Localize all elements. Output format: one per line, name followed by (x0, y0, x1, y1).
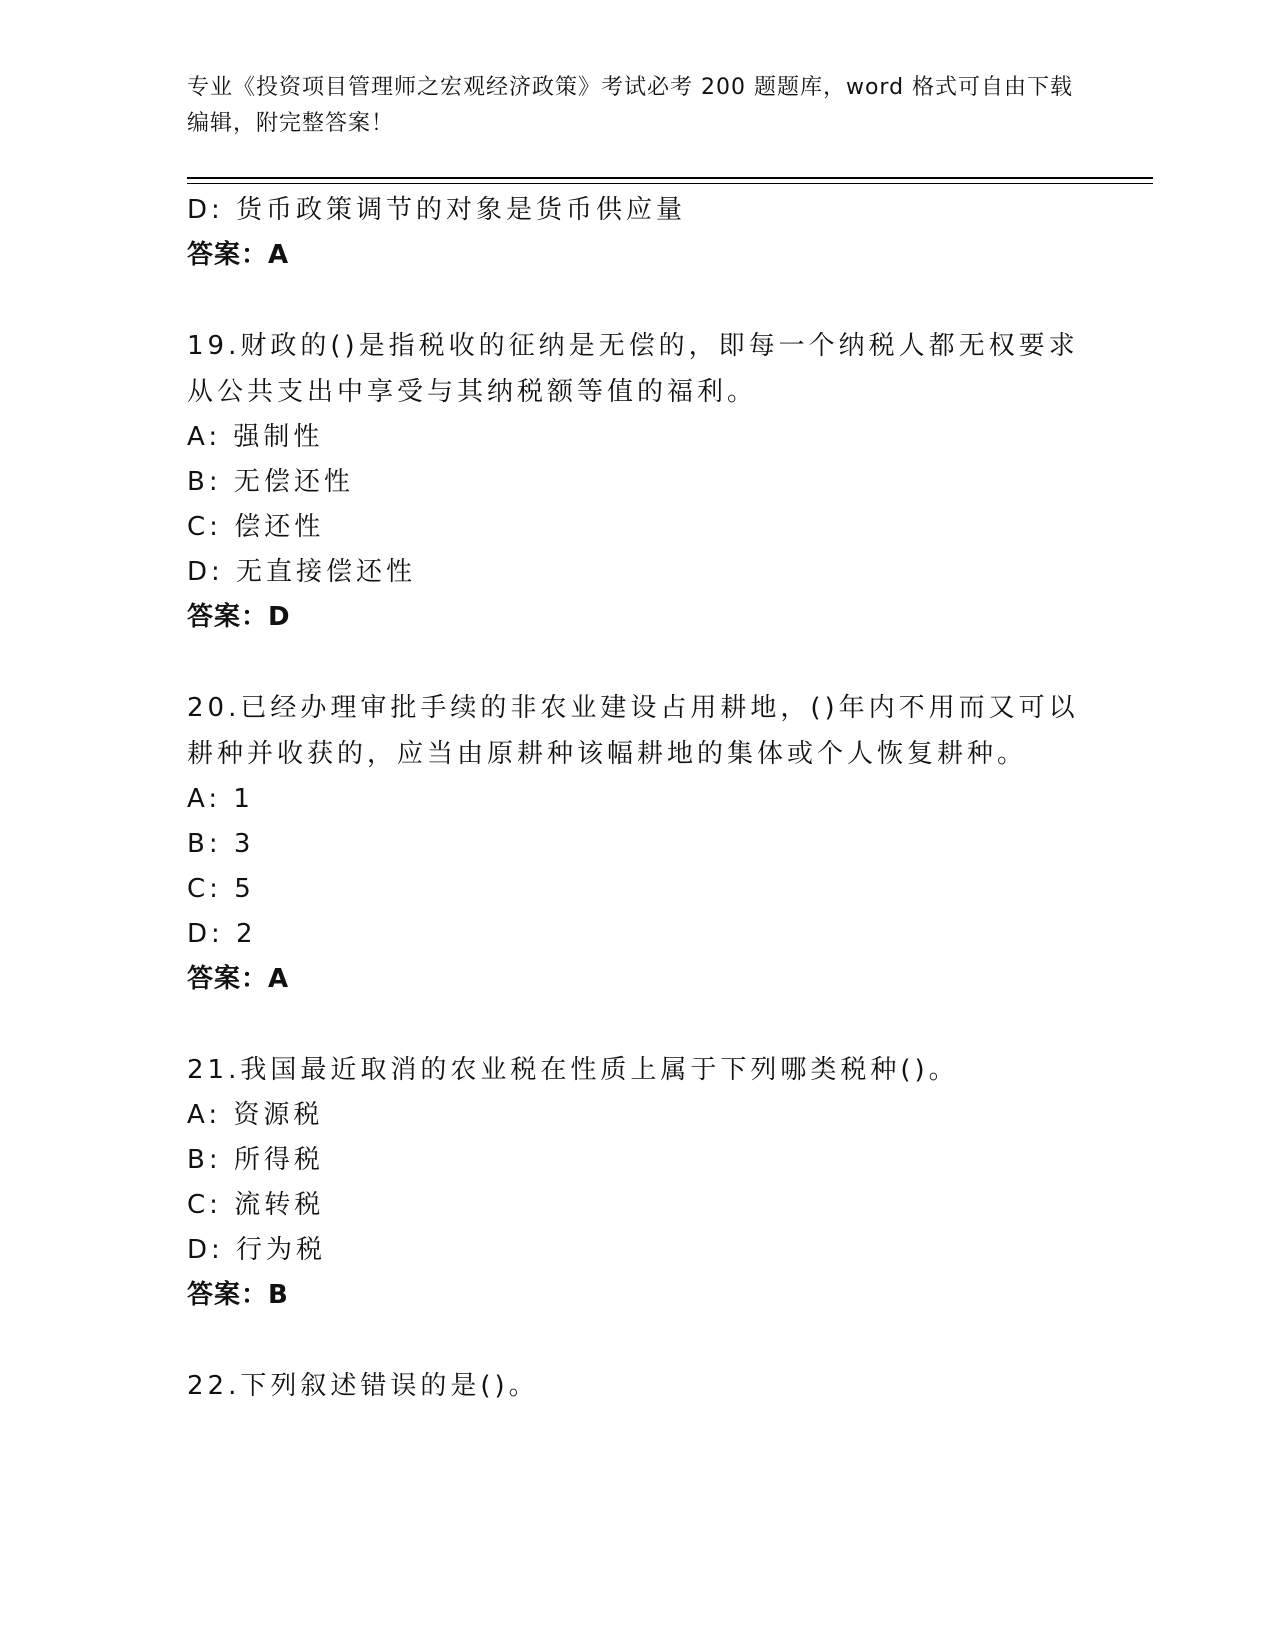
question-20 (187, 685, 1107, 1002)
option-line (187, 550, 1107, 595)
option-line (187, 505, 1107, 550)
option-text: 资源税 (233, 1100, 324, 1130)
option-line (187, 460, 1107, 505)
option-line (187, 1138, 1107, 1183)
option-letter: A: (187, 422, 222, 452)
option-letter: C: (187, 512, 222, 542)
option-letter: A: (187, 1100, 222, 1130)
header-rule-thin (187, 183, 1153, 184)
option-letter: D: (187, 919, 224, 949)
document-body (187, 188, 1107, 1409)
option-line (187, 867, 1107, 912)
option-text: 偿还性 (234, 512, 325, 542)
option-line (187, 188, 1107, 233)
carryover-block (187, 188, 1107, 278)
option-letter: D: (187, 557, 224, 587)
option-letter: D: (187, 1235, 224, 1265)
question-stem: 19.财政的()是指税收的征纳是无偿的，即每一个纳税人都无权要求从公共支出中享受与其纳税额等值的福利。 (187, 331, 1079, 407)
option-line (187, 415, 1107, 460)
option-letter: B: (187, 467, 222, 497)
question-19 (187, 323, 1107, 640)
answer-line: 答案：D (187, 602, 291, 632)
question-stem: 21.我国最近取消的农业税在性质上属于下列哪类税种()。 (187, 1055, 959, 1085)
option-letter: C: (187, 874, 222, 904)
option-letter: B: (187, 1145, 222, 1175)
answer-line: 答案：A (187, 964, 290, 994)
answer-line: 答案：B (187, 1280, 289, 1310)
option-line (187, 1093, 1107, 1138)
option-letter: D: (187, 195, 224, 225)
option-text: 强制性 (233, 422, 324, 452)
question-stem: 22.下列叙述错误的是()。 (187, 1371, 539, 1401)
question-stem: 20.已经办理审批手续的非农业建设占用耕地，()年内不用而又可以耕种并收获的，应当由原耕种该幅耕地的集体或个人恢复耕种。 (187, 693, 1079, 769)
option-text: 所得税 (233, 1145, 324, 1175)
header-rule-thick (187, 177, 1153, 179)
option-line (187, 912, 1107, 957)
option-letter: A: (187, 784, 222, 814)
question-21 (187, 1047, 1107, 1318)
question-22 (187, 1363, 1107, 1409)
option-letter: B: (187, 829, 222, 859)
option-text: 2 (236, 919, 257, 949)
option-text: 3 (233, 829, 255, 859)
option-line (187, 1228, 1107, 1273)
option-text: 无直接偿还性 (236, 557, 417, 587)
answer-line: 答案：A (187, 240, 290, 270)
option-text: 5 (234, 874, 255, 904)
option-line (187, 1183, 1107, 1228)
option-letter: C: (187, 1190, 222, 1220)
option-text: 行为税 (236, 1235, 327, 1265)
option-text: 货币政策调节的对象是货币供应量 (236, 195, 687, 225)
option-text: 1 (233, 784, 254, 814)
option-line (187, 777, 1107, 822)
option-text: 流转税 (234, 1190, 325, 1220)
option-text: 无偿还性 (233, 467, 354, 497)
option-line (187, 822, 1107, 867)
page-header: 专业《投资项目管理师之宏观经济政策》考试必考 200 题题库，word 格式可自由下载编辑，附完整答案！ (187, 75, 1074, 136)
